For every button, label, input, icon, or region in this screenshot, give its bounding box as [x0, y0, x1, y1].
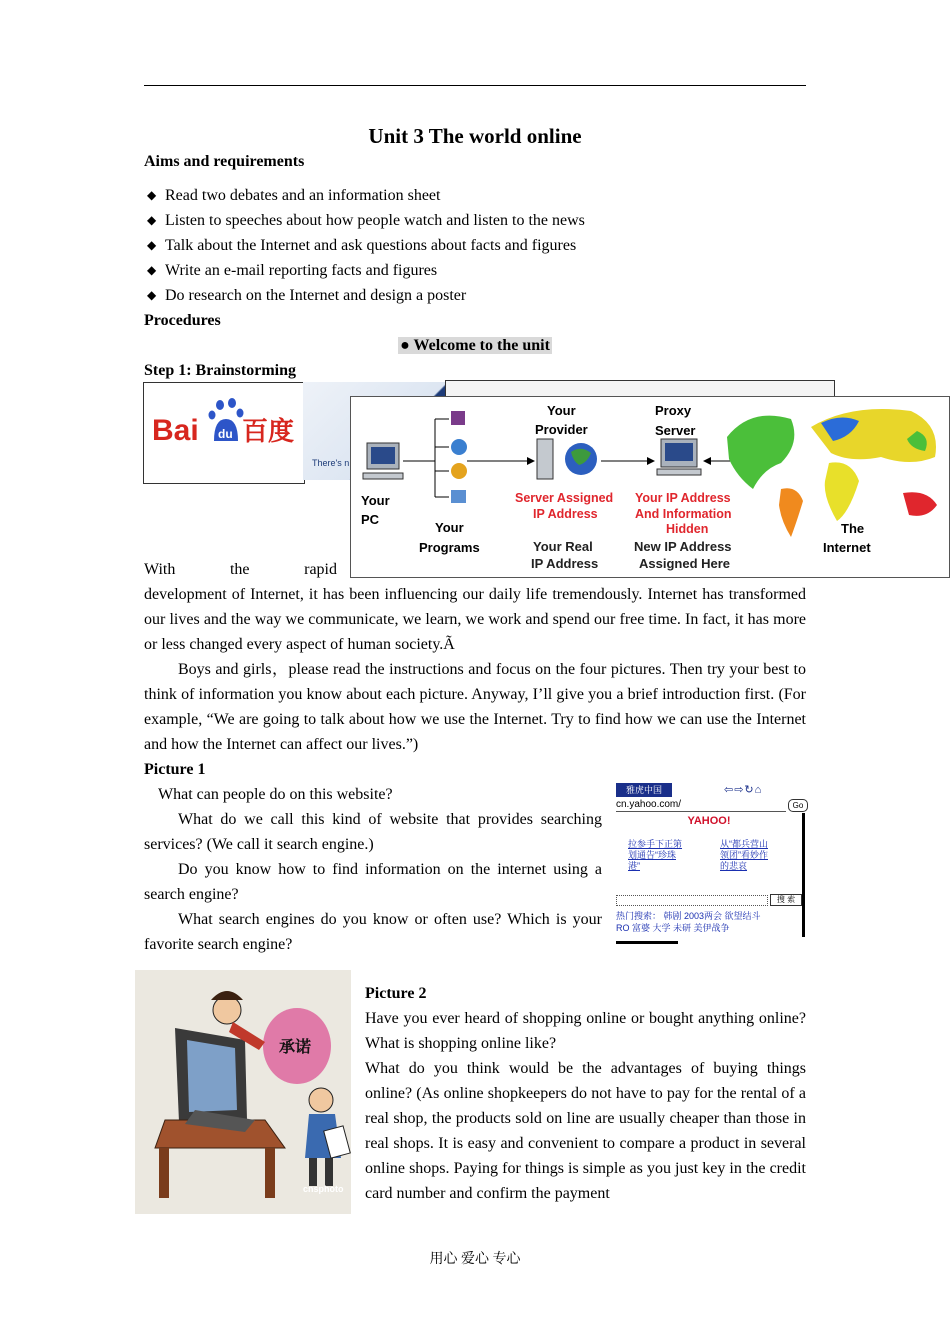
your-provider-label: Your Provider — [535, 403, 588, 437]
picture1-questions: What can people do on this website? What do we call this kind of website that provides searching services? (We call it search engine.) Do you know how to find information on the internet using a search engine? What search engines do you know or often use? Which is your favorite search engine? — [144, 786, 602, 953]
intro-paragraph: development of Internet, it has been influencing our daily life tremendously. Internet has transformed our lives and the way we communicate, we learn, we work and spend our free time. In fact, it has more or less changed every aspect of human society.Ã Boys and girls，please read the instructions and focus on the four pictures. Then try your best to think of information you know about each picture. Anyway, I’ll give you a brief introduction first. (For example, “We are going to talk about how we use the Internet. Try to find how we can use the Internet and how the Internet can affect our lives.”) — [144, 586, 806, 753]
yahoo-screenshot-image — [616, 783, 808, 949]
cartoon-credit: cnsphoto — [303, 1184, 344, 1194]
yahoo-hot-line-2: RO 富婆 大学 未研 美伊战争 — [616, 923, 730, 933]
baidu-du-text: du — [218, 427, 233, 441]
header-rule — [144, 85, 806, 86]
proxy-server-icon — [657, 439, 701, 475]
proxy-server-label: Proxy Server — [655, 403, 696, 438]
yahoo-logo: YAHOO! — [687, 815, 731, 827]
yahoo-url-field: cn.yahoo.com/ — [616, 799, 786, 812]
diamond-bullet-icon: ◆ — [147, 288, 157, 302]
aim-item: ◆ Listen to speeches about how people watch and listen to the news — [147, 208, 585, 233]
bubble-text: 承诺 — [279, 1037, 312, 1056]
baidu-text: Bai — [152, 414, 199, 447]
step1-heading: Step 1: Brainstorming — [144, 362, 296, 379]
world-map-icon — [727, 409, 937, 537]
page-footer: 用心 爱心 专心 — [429, 1252, 521, 1267]
baidu-cn-text: 百度 — [242, 417, 295, 447]
new-ip-label: New IP Address Assigned Here — [634, 539, 732, 571]
aim-item: ◆ Write an e-mail reporting facts and figures — [147, 258, 437, 283]
go-button: Go — [788, 799, 808, 812]
welcome-heading: ● Welcome to the unit — [400, 337, 550, 354]
diamond-bullet-icon: ◆ — [147, 263, 157, 277]
yahoo-link-right: 从“都兵营山 领团”看妙作 的悲哀 — [720, 839, 768, 871]
program-icons — [451, 411, 467, 503]
your-programs-label: Your Programs — [419, 520, 480, 555]
diamond-bullet-icon: ◆ — [147, 188, 157, 202]
aim-item: ◆ Read two debates and an information sheet — [147, 183, 440, 208]
yahoo-search-button: 搜 索 — [770, 894, 802, 906]
page-title: Unit 3 The world online — [368, 124, 582, 148]
nav-arrows-icon: ⇦⇨↻⌂ — [724, 784, 763, 796]
aims-heading: Aims and requirements — [144, 153, 305, 170]
real-ip-label: Your Real IP Address — [531, 539, 599, 571]
diamond-bullet-icon: ◆ — [147, 213, 157, 227]
yahoo-hot-line-1: 热门搜索： 韩剧 2003两会 欲望结斗 — [616, 911, 761, 921]
picture2-heading: Picture 2 — [365, 985, 427, 1002]
picture2-paragraph: Have you ever heard of shopping online or bought anything online? What is shopping online like? What do you think would be the advantages of buying things online? (As online shopkeepers do not have to pay for the rental of a real shop, the products sold on line are usually cheaper than those in real shops. It is easy and convenient to compare a product in several online shops. Paying for things is simple as you just key in the credit card number and confirm the payment — [365, 1010, 806, 1202]
yahoo-scrollbar — [616, 941, 678, 944]
server-assigned-label: Server Assigned IP Address — [515, 491, 614, 521]
with-the-rapid-line: With the rapid — [144, 561, 337, 578]
diamond-bullet-icon: ◆ — [147, 238, 157, 252]
procedures-heading: Procedures — [144, 312, 221, 329]
yahoo-brand-bar: 雅虎中国 — [616, 783, 672, 797]
yahoo-link-left: 拉参手下正第 划通告“珍珠 港” — [628, 839, 683, 871]
yahoo-search-input — [616, 895, 768, 906]
server-tower-icon — [537, 439, 597, 479]
picture1-heading: Picture 1 — [144, 761, 206, 778]
aim-item: ◆ Talk about the Internet and ask questions about facts and figures — [147, 233, 576, 258]
proxy-diagram-image — [350, 396, 950, 578]
your-pc-label: Your PC — [361, 493, 390, 527]
internet-label: The Internet — [823, 521, 871, 555]
banner-text: There's n — [312, 458, 350, 468]
yahoo-vscrollbar — [802, 813, 805, 937]
shopping-cartoon-image — [135, 970, 351, 1214]
baidu-logo-image — [143, 382, 305, 484]
ip-hidden-label: Your IP Address And Information Hidden — [635, 491, 732, 536]
computer-icon — [363, 443, 403, 479]
aim-item: ◆ Do research on the Internet and design a poster — [147, 283, 466, 308]
